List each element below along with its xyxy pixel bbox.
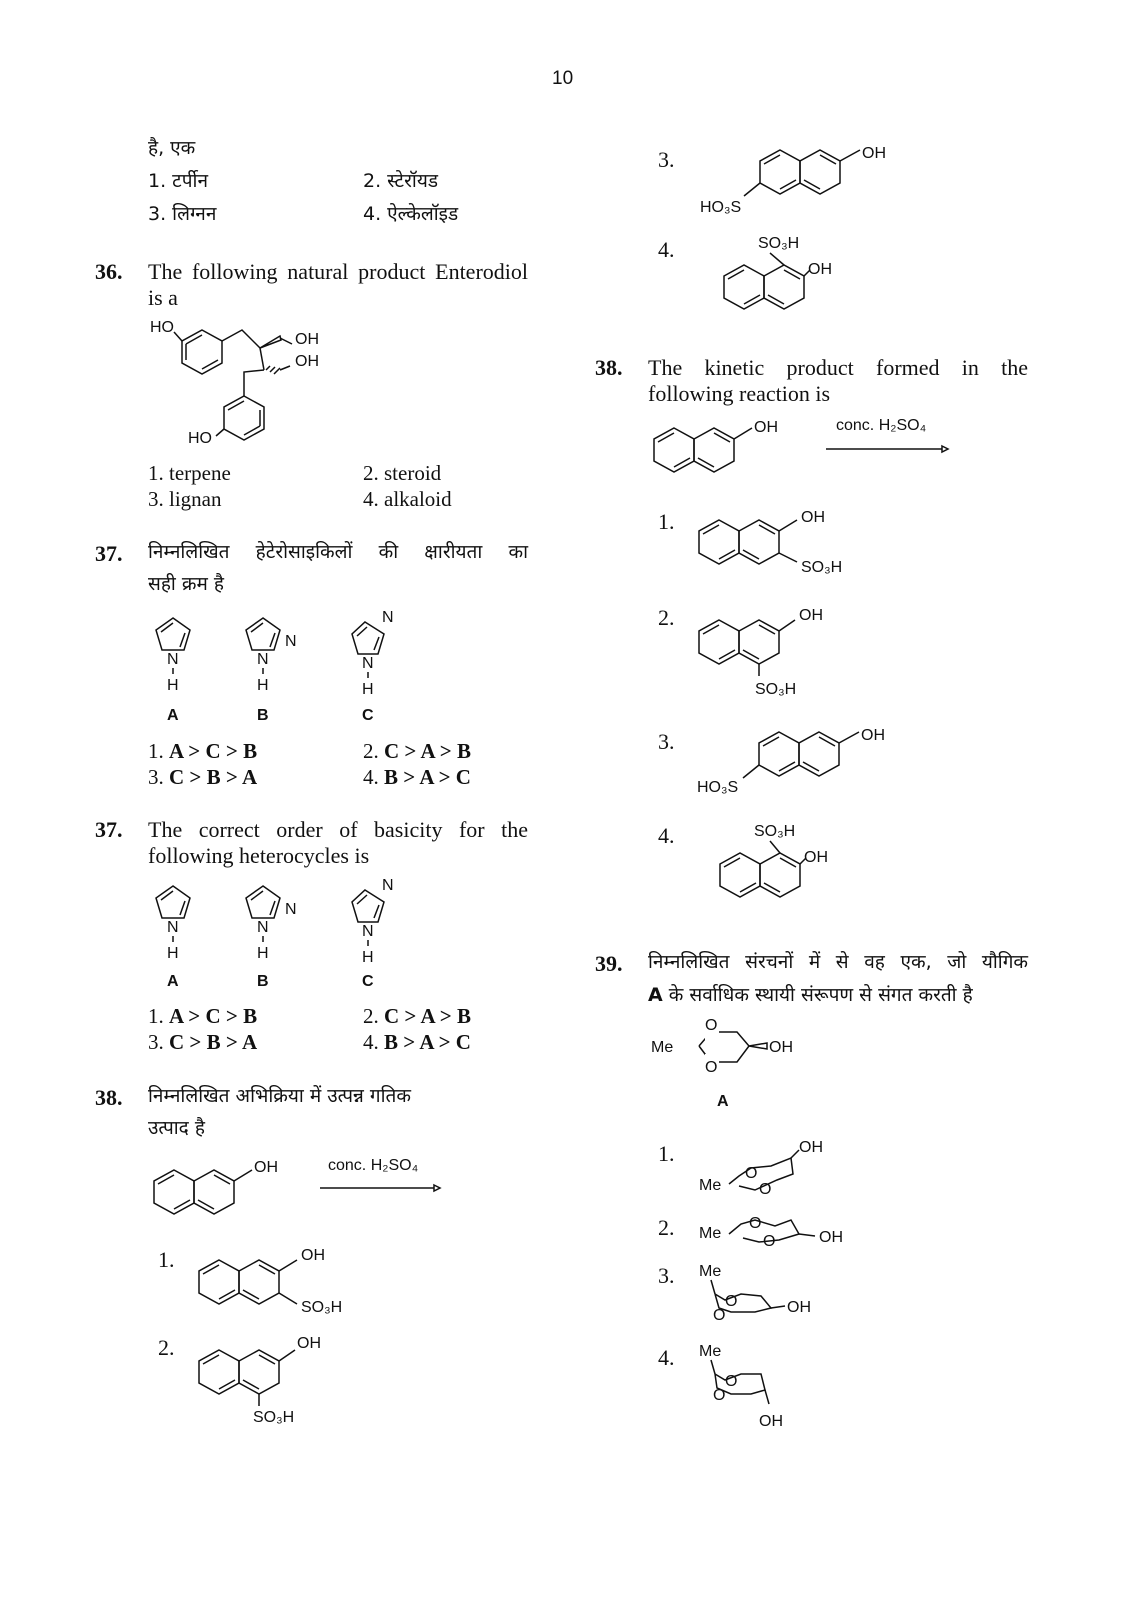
svg-text:OH: OH [301,1247,325,1264]
q38-hi-option-2-number: 2. [158,1335,175,1360]
svg-text:N: N [362,923,374,940]
svg-text:H: H [167,945,179,962]
q39-option-4-structure [695,1338,875,1438]
svg-text:N: N [382,609,394,626]
q38-hi-number: 38. [95,1085,123,1110]
svg-text:O: O [749,1215,762,1232]
svg-text:O: O [759,1181,772,1198]
q38-en-number: 38. [595,355,623,380]
svg-text:N: N [167,919,179,936]
svg-text:O: O [713,1387,726,1404]
svg-text:H: H [257,945,269,962]
q39-option-3-structure [695,1256,875,1326]
q38-en-option-3-number: 3. [658,729,675,754]
svg-text:OH: OH [799,607,823,624]
q37-hi-number: 37. [95,541,123,566]
svg-text:N: N [257,651,269,668]
q38-en-option-3-structure [695,718,915,808]
svg-text:OH: OH [759,1413,783,1430]
q36-option-4: 4. alkaloid [363,487,452,511]
q38-en-option-4-number: 4. [658,823,675,848]
q39-hi-number: 39. [595,951,623,976]
q37-hi-cont-option-4-number: 4. [658,237,675,262]
svg-text:HO₃S: HO₃S [700,199,742,216]
q37-hi-option-4: 4. B > A > C [363,765,471,789]
aryl-ring-bottom [224,396,264,440]
q37-hi-option-1: 1. A > C > B [148,739,258,763]
q36-text-line2: is a [148,285,178,310]
q38-hi-option-1-number: 1. [158,1247,175,1272]
svg-text:H: H [257,677,269,694]
q39-option-1-structure [695,1130,875,1210]
svg-text:N: N [362,655,374,672]
q38-en-option-2-number: 2. [658,605,675,630]
svg-text:OH: OH [861,727,885,744]
q39-option-4-number: 4. [658,1345,675,1370]
q37-en-heterocycles [140,876,420,996]
svg-text:H: H [362,949,374,966]
ho-bottom-label: HO [188,430,212,447]
reagent-label: conc. H₂SO₄ [328,1157,419,1174]
svg-text:conc. H₂SO₄: conc. H₂SO₄ [836,417,927,434]
q37-en-number: 37. [95,817,123,842]
svg-text:O: O [745,1165,758,1182]
svg-text:N: N [285,633,297,650]
q39-option-3-number: 3. [658,1263,675,1288]
q35-tail-text: है, एक [148,137,196,159]
svg-text:N: N [382,877,394,894]
page-number: 10 [552,68,574,89]
svg-text:OH: OH [808,261,832,278]
q39-option-1-number: 1. [658,1141,675,1166]
q36-option-2: 2. steroid [363,461,442,485]
svg-text:OH: OH [787,1299,811,1316]
svg-text:H: H [362,681,374,698]
svg-text:O: O [713,1307,726,1324]
svg-text:Me: Me [699,1343,722,1360]
label-a: A [167,707,179,724]
q35-option-3: 3. लिग्नन [148,203,217,225]
q37-hi-cont-option-3-structure [700,136,920,226]
q36-text-line1: The following natural product Enterodiol [148,259,528,284]
q38-en-option-2-structure [695,600,875,700]
svg-text:N: N [167,651,179,668]
svg-text:OH: OH [769,1039,793,1056]
compound-a-structure [645,1010,825,1110]
svg-text:OH: OH [799,1139,823,1156]
oh-label-1: OH [295,331,319,348]
q39-hi-text-line2: A के सर्वाधिक स्थायी संरूपण से संगत करती है [648,984,973,1006]
q38-hi-option-1-structure [195,1240,375,1320]
ho-top-label: HO [150,319,174,336]
svg-text:OH: OH [862,145,886,162]
svg-text:SO₃H: SO₃H [801,559,843,576]
svg-text:O: O [725,1293,738,1310]
q35-option-2: 2. स्टेरॉयड [363,170,439,192]
q37-hi-option-3: 3. C > B > A [148,765,258,789]
label-a-compound: A [717,1093,729,1110]
svg-text:HO₃S: HO₃S [697,779,739,796]
q37-en-text-line1: The correct order of basicity for the [148,817,528,842]
q37-en-option-2: 2. C > A > B [363,1004,471,1028]
svg-text:Me: Me [699,1177,722,1194]
q37-hi-cont-option-4-structure [690,230,870,330]
q35-option-1: 1. टर्पीन [148,170,209,192]
q37-hi-option-2: 2. C > A > B [363,739,471,763]
label-b: B [257,707,269,724]
svg-text:O: O [705,1017,718,1034]
svg-text:C: C [362,973,374,990]
oh-label-2: OH [295,353,319,370]
q39-hi-text-line1: निम्नलिखित संरचनों में से वह एक, जो यौगिक [648,951,1028,973]
aryl-ring-top [182,330,222,374]
q37-hi-text-line1: निम्नलिखित हेटेरोसाइकिलों की क्षारीयता का [148,541,528,563]
q38-en-option-1-number: 1. [658,509,675,534]
svg-text:Me: Me [699,1225,722,1242]
svg-text:OH: OH [297,1335,321,1352]
svg-text:SO₃H: SO₃H [755,681,797,698]
svg-text:SO₃H: SO₃H [253,1409,295,1426]
q38-en-text-line2: following reaction is [648,381,831,406]
q37-hi-text-line2: सही क्रम है [148,573,224,595]
q35-option-4: 4. ऐल्केलॉइड [363,203,459,225]
q39-option-2-number: 2. [658,1215,675,1240]
q38-en-option-4-structure [690,816,870,916]
q36-option-3: 3. lignan [148,487,222,511]
q38-hi-text-line2: उत्पाद है [148,1117,205,1139]
q38-en-text-line1: The kinetic product formed in the [648,355,1028,380]
svg-text:SO₃H: SO₃H [301,1299,343,1316]
svg-text:A: A [167,973,179,990]
svg-text:O: O [763,1233,776,1250]
svg-text:N: N [257,919,269,936]
svg-text:O: O [725,1373,738,1390]
q37-en-option-3: 3. C > B > A [148,1030,258,1054]
q37-en-text-line2: following heterocycles is [148,843,370,868]
label-c: C [362,707,374,724]
q36-number: 36. [95,259,123,284]
svg-text:OH: OH [819,1229,843,1246]
svg-text:OH: OH [804,849,828,866]
q38-en-option-1-structure [695,500,875,580]
q38-hi-option-2-structure [195,1330,375,1430]
svg-text:SO₃H: SO₃H [754,823,796,840]
q38-hi-text-line1: निम्नलिखित अभिक्रिया में उत्पन्न गतिक [148,1085,411,1107]
svg-text:OH: OH [801,509,825,526]
svg-text:O: O [705,1059,718,1076]
q37-hi-cont-option-3-number: 3. [658,147,675,172]
svg-text:Me: Me [651,1039,674,1056]
svg-text:H: H [167,677,179,694]
svg-text:B: B [257,973,269,990]
svg-text:Me: Me [699,1263,722,1280]
q39-option-2-structure [695,1206,875,1256]
svg-text:OH: OH [754,419,778,436]
q37-en-option-1: 1. A > C > B [148,1004,258,1028]
q36-option-1: 1. terpene [148,461,231,485]
svg-text:N: N [285,901,297,918]
q38-en-reaction [640,408,960,488]
enterodiol-structure [140,310,360,450]
svg-text:SO₃H: SO₃H [758,235,800,252]
q38-hi-reaction [140,1150,460,1230]
svg-text:OH: OH [254,1159,278,1176]
q37-en-option-4: 4. B > A > C [363,1030,471,1054]
q37-hi-heterocycles [140,608,420,728]
